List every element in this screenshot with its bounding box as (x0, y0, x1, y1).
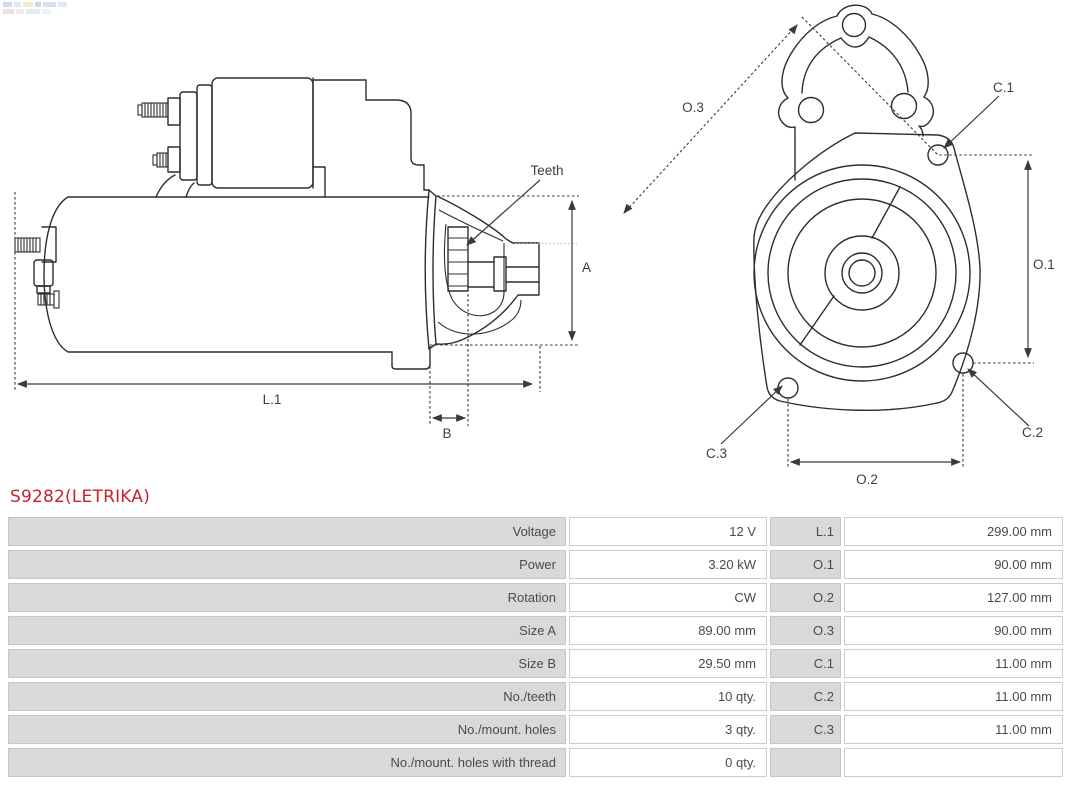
spec-row (8, 517, 1064, 546)
spec-row (8, 682, 1064, 711)
spec-dim-label: O.1 (770, 550, 841, 579)
spec-value: 0 qty. (569, 748, 767, 777)
spec-label: Size A (8, 616, 566, 645)
spec-dim-value: 127.00 mm (844, 583, 1063, 612)
spec-value: 3 qty. (569, 715, 767, 744)
spec-row (8, 616, 1064, 645)
spec-dim-label: C.1 (770, 649, 841, 678)
spec-value: 29.50 mm (569, 649, 767, 678)
spec-row (8, 649, 1064, 678)
spec-dim-value: 11.00 mm (844, 715, 1063, 744)
spec-label: Voltage (8, 517, 566, 546)
spec-table (8, 517, 1064, 781)
spec-dim-label: C.2 (770, 682, 841, 711)
dim-label-c1: C.1 (993, 80, 1015, 95)
spec-dim-label: O.2 (770, 583, 841, 612)
teeth-label: Teeth (530, 163, 564, 178)
spec-label: No./mount. holes with thread (8, 748, 566, 777)
part-number-title: S9282(LETRIKA) (10, 487, 151, 507)
spec-value: 10 qty. (569, 682, 767, 711)
spec-dim-value (844, 748, 1063, 777)
dim-label-o2: O.2 (856, 472, 878, 487)
dim-label-c3: C.3 (706, 446, 728, 461)
starter-motor-front-view (624, 5, 1055, 487)
spec-dim-label (770, 748, 841, 777)
spec-dim-value: 11.00 mm (844, 682, 1063, 711)
dim-label-o1: O.1 (1033, 257, 1055, 272)
spec-row (8, 550, 1064, 579)
spec-dim-value: 299.00 mm (844, 517, 1063, 546)
spec-label: No./mount. holes (8, 715, 566, 744)
starter-motor-side-view (15, 78, 591, 441)
spec-dim-value: 90.00 mm (844, 616, 1063, 645)
dim-label-b: B (442, 426, 452, 441)
spec-label: No./teeth (8, 682, 566, 711)
spec-value: 3.20 kW (569, 550, 767, 579)
spec-label: Power (8, 550, 566, 579)
dim-label-c2: C.2 (1022, 425, 1044, 440)
spec-label: Rotation (8, 583, 566, 612)
spec-dim-value: 11.00 mm (844, 649, 1063, 678)
spec-value: CW (569, 583, 767, 612)
dim-label-l1: L.1 (262, 392, 282, 407)
spec-row (8, 715, 1064, 744)
spec-dim-value: 90.00 mm (844, 550, 1063, 579)
dim-label-o3: O.3 (682, 100, 704, 115)
spec-row (8, 748, 1064, 777)
spec-value: 89.00 mm (569, 616, 767, 645)
spec-row (8, 583, 1064, 612)
spec-dim-label: L.1 (770, 517, 841, 546)
dim-label-a: A (582, 260, 592, 275)
spec-dim-label: C.3 (770, 715, 841, 744)
spec-label: Size B (8, 649, 566, 678)
spec-value: 12 V (569, 517, 767, 546)
spec-dim-label: O.3 (770, 616, 841, 645)
